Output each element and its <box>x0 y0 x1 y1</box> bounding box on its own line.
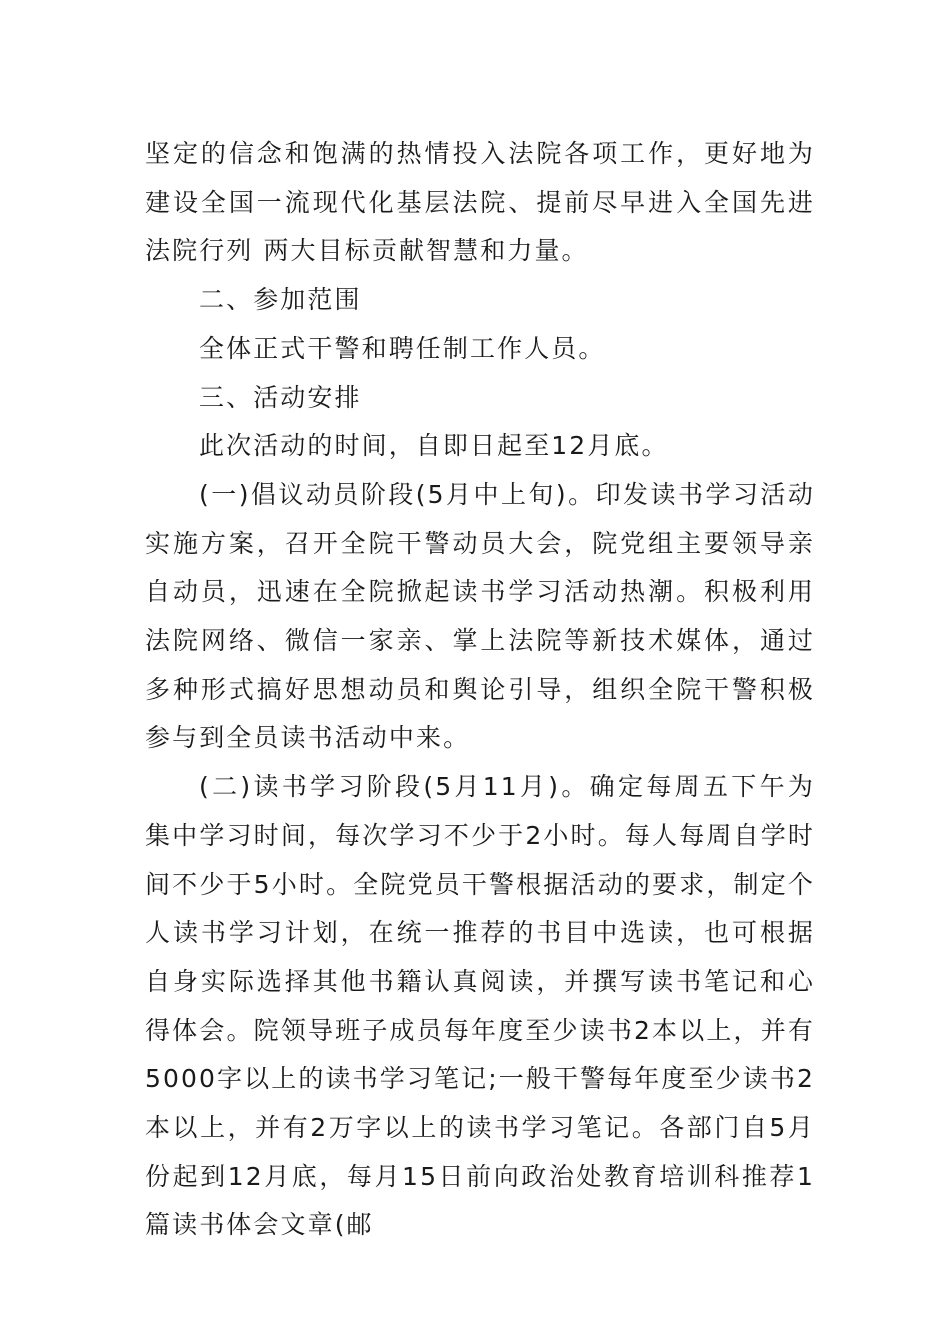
paragraph-stage-two: (二)读书学习阶段(5月11月)。确定每周五下午为集中学习时间，每次学习不少于2小时。每人每周自学时间不少于5小时。全院党员干警根据活动的要求，制定个人读书学习计划，在统一推荐的书目中选读，也可根据自身实际选择其他书籍认真阅读，并撰写读书笔记和心得体会。院领导班子成员每年度至少读书2本以上，并有5000字以上的读书学习笔记;一般干警每年度至少读书2本以上，并有2万字以上的读书学习笔记。各部门自5月份起到12月底，每月15日前向政治处教育培训科推荐1篇读书体会文章(邮 <box>145 772 815 1240</box>
paragraph-stage-one: (一)倡议动员阶段(5月中上旬)。印发读书学习活动实施方案，召开全院干警动员大会，院党组主要领导亲自动员，迅速在全院掀起读书学习活动热潮。积极利用法院网络、微信一家亲、掌上法院等新技术媒体，通过多种形式搞好思想动员和舆论引导，组织全院干警积极参与到全员读书活动中来。 <box>145 479 815 753</box>
paragraph-scope: 全体正式干警和聘任制工作人员。 <box>199 333 606 363</box>
paragraph-intro-continued: 坚定的信念和饱满的热情投入法院各项工作，更好地为建设全国一流现代化基层法院、提前尽早进入全国先进法院行列 两大目标贡献智慧和力量。 <box>145 139 815 266</box>
paragraph-timeframe: 此次活动的时间，自即日起至12月底。 <box>199 431 669 461</box>
section-heading-scope: 二、参加范围 <box>199 285 362 315</box>
document-body <box>145 130 815 1250</box>
section-heading-arrangement: 三、活动安排 <box>199 382 362 412</box>
